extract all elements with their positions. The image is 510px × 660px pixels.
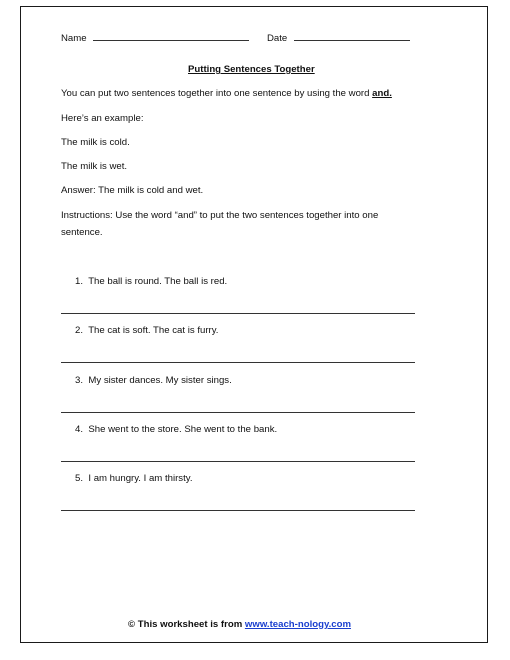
date-label: Date — [267, 33, 288, 44]
example-sentence-2: The milk is wet. — [61, 161, 128, 172]
question-number: 5. — [75, 473, 84, 484]
question-text: My sister dances. My sister sings. — [88, 375, 232, 386]
question-5 — [75, 473, 193, 485]
question-text: She went to the store. She went to the bank. — [88, 424, 278, 435]
worksheet-page — [20, 6, 488, 643]
example-sentence-1: The milk is cold. — [61, 137, 130, 148]
date-field — [267, 31, 410, 45]
instructions-line-2: sentence. — [61, 227, 103, 238]
question-1 — [75, 276, 227, 288]
answer-line-2[interactable] — [61, 362, 415, 363]
footer-link[interactable]: www.teach-nology.com — [244, 619, 351, 630]
question-4 — [75, 424, 277, 436]
example-answer: Answer: The milk is cold and wet. — [61, 185, 204, 196]
question-number: 1. — [75, 276, 84, 287]
intro-paragraph — [61, 88, 392, 100]
question-number: 2. — [75, 325, 84, 336]
footer-credit — [128, 619, 351, 631]
answer-line-1[interactable] — [61, 313, 415, 314]
answer-line-5[interactable] — [61, 510, 415, 511]
question-text: I am hungry. I am thirsty. — [88, 473, 193, 484]
question-2 — [75, 325, 218, 337]
question-number: 3. — [75, 375, 84, 386]
name-label: Name — [61, 33, 87, 44]
instructions-line-1: Instructions: Use the word “and” to put the two sentences together into one — [61, 210, 379, 221]
name-blank[interactable] — [93, 31, 249, 41]
answer-line-4[interactable] — [61, 461, 415, 462]
footer-prefix: © This worksheet is from — [128, 619, 243, 630]
date-blank[interactable] — [294, 31, 410, 41]
answer-line-3[interactable] — [61, 412, 415, 413]
question-text: The cat is soft. The cat is furry. — [88, 325, 219, 336]
question-3 — [75, 375, 232, 387]
question-number: 4. — [75, 424, 84, 435]
intro-keyword: and. — [372, 88, 392, 99]
page-title: Putting Sentences Together — [188, 64, 315, 75]
question-text: The ball is round. The ball is red. — [88, 276, 228, 287]
example-label: Here’s an example: — [61, 113, 144, 124]
intro-text: You can put two sentences together into one sentence by using the word — [61, 88, 370, 99]
name-field — [61, 31, 249, 45]
